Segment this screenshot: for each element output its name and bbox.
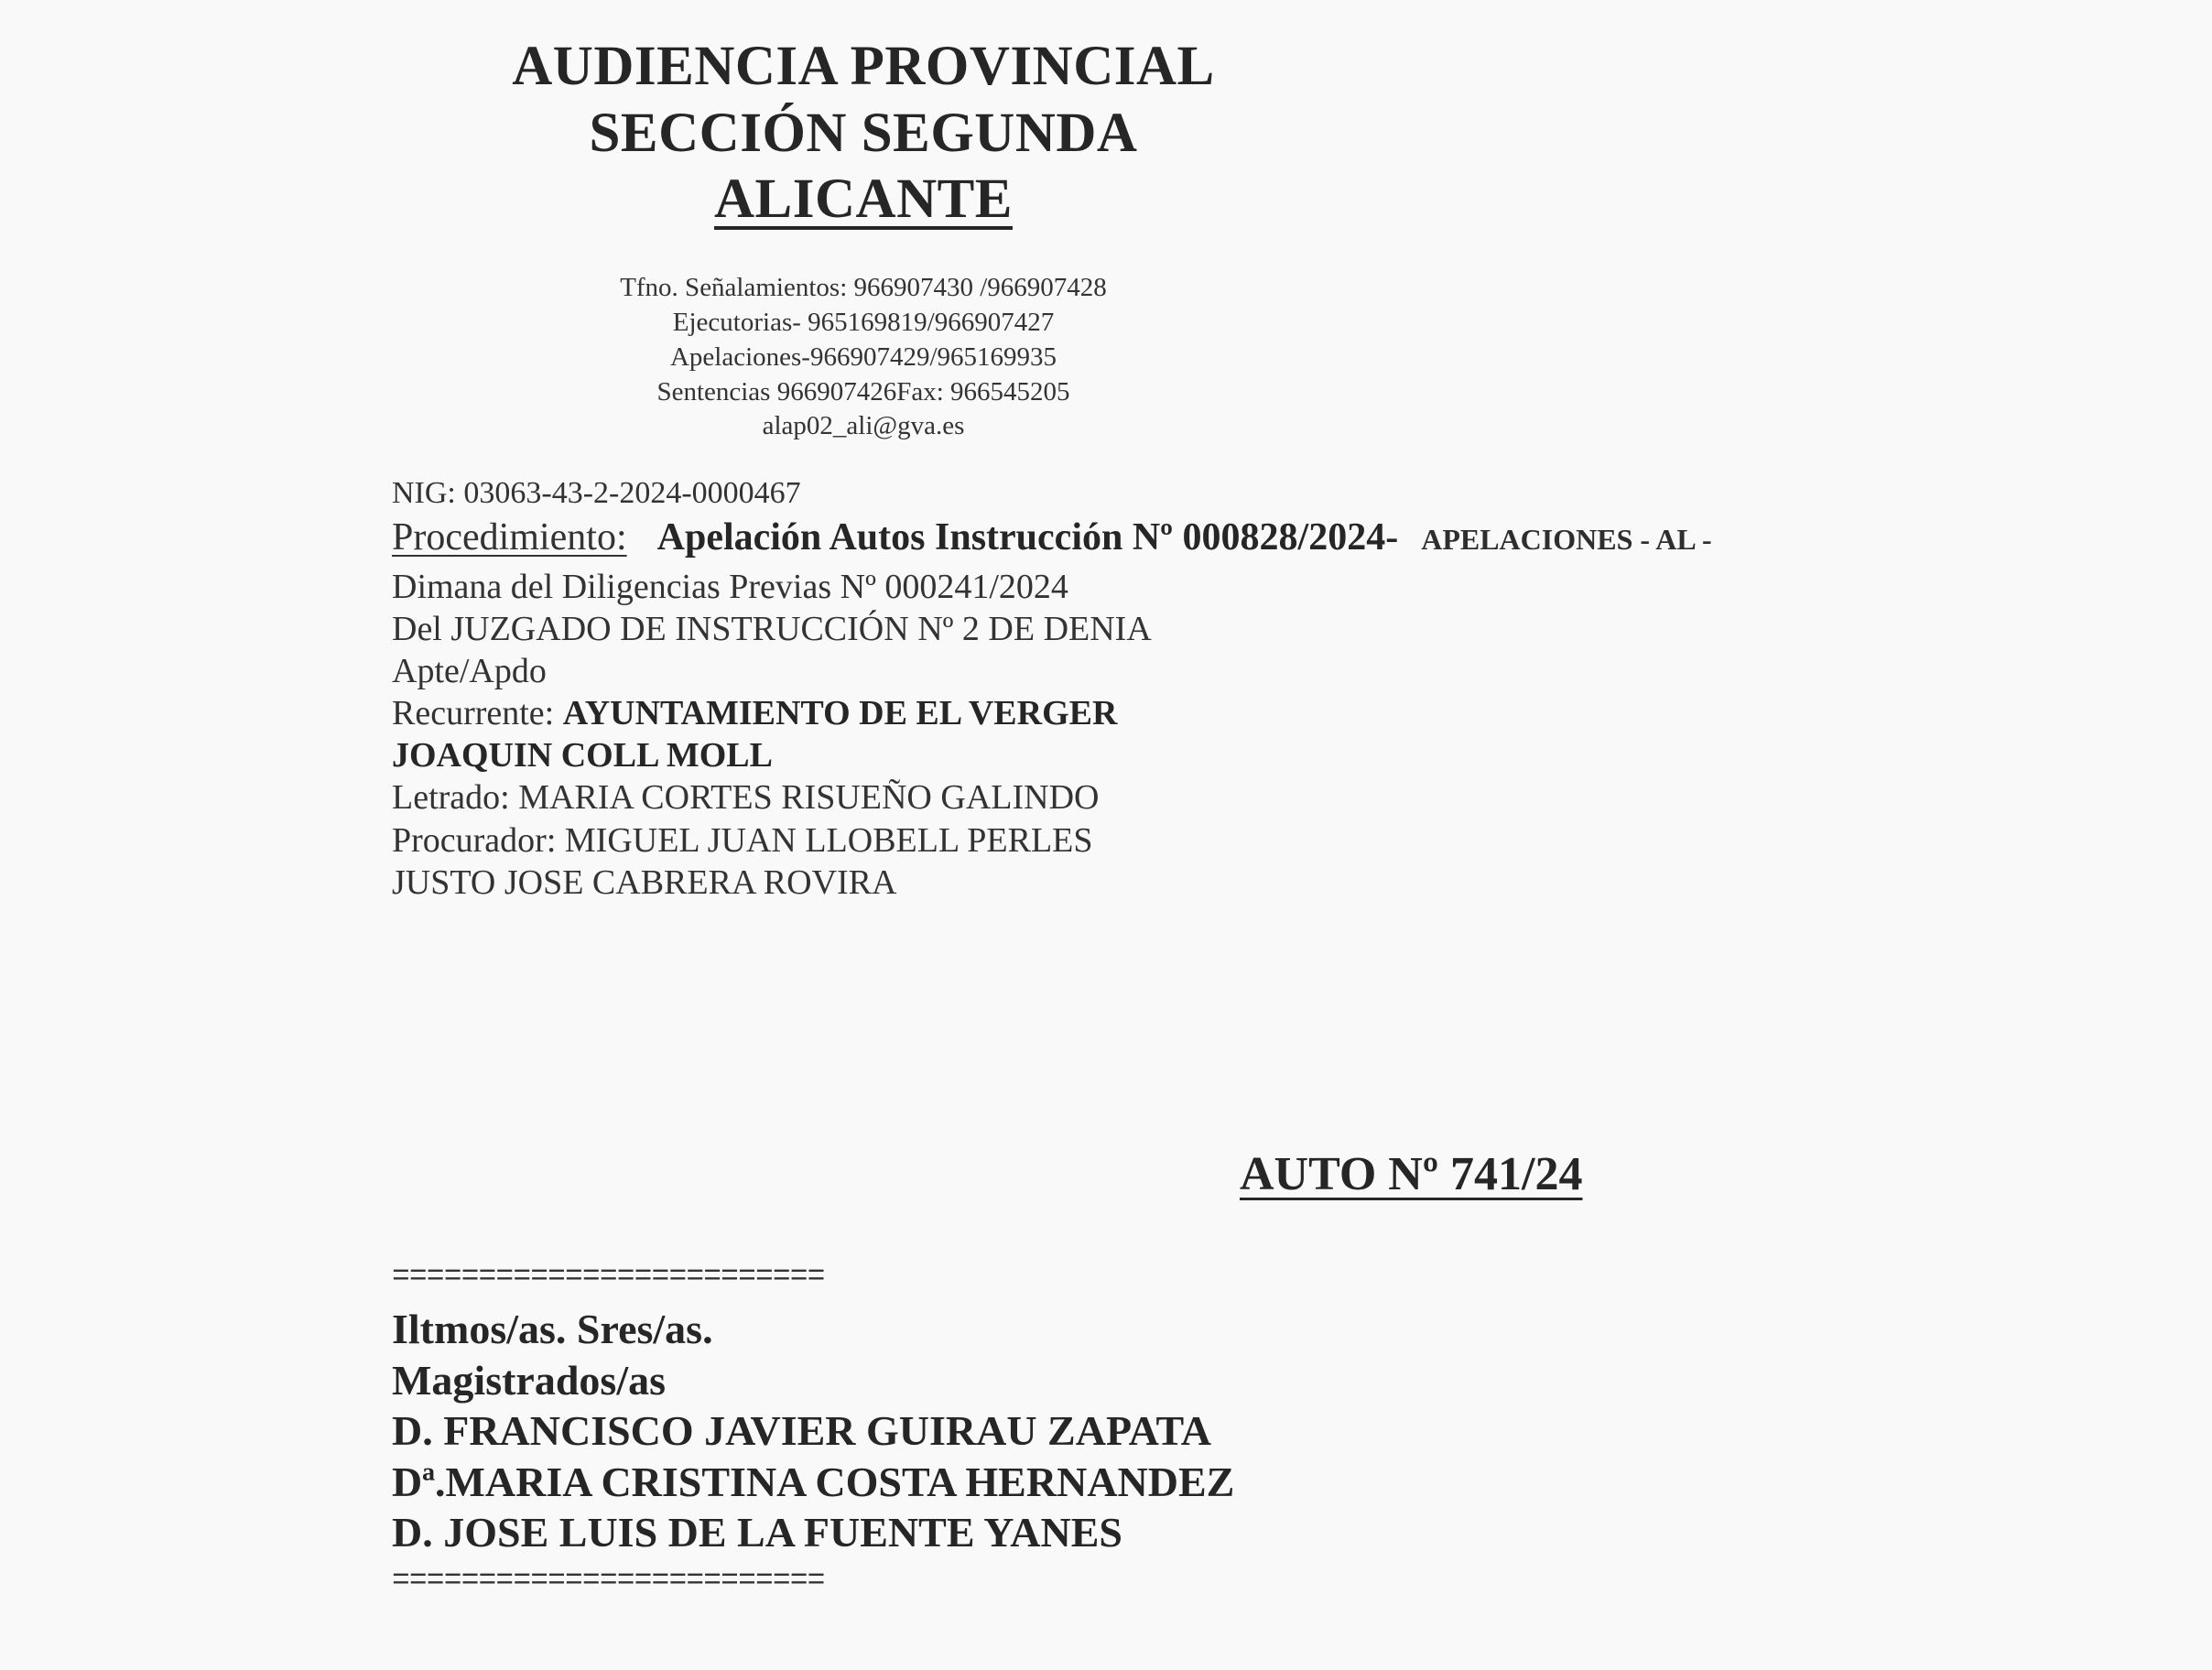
procedure-value: Apelación Autos Instrucción Nº 000828/2024-: [656, 516, 1399, 558]
judges-honorific: Iltmos/as. Sres/as.: [392, 1306, 713, 1352]
court-city: ALICANTE: [713, 168, 1013, 230]
contact-email: alap02_ali@gva.es: [762, 411, 965, 440]
appellant-name: AYUNTAMIENTO DE EL VERGER: [562, 694, 1118, 732]
judge-3: D. JOSE LUIS DE LA FUENTE YANES: [392, 1509, 1122, 1556]
procedure-extra: APELACIONES - AL -: [1421, 523, 1712, 556]
divider-top: =========================: [392, 1260, 825, 1294]
procedure-label: Procedimiento:: [392, 516, 627, 558]
case-nig: NIG: 03063-43-2-2024-0000467: [392, 476, 801, 510]
court-city-wrapper: [0, 168, 1727, 232]
case-solicitor: Procurador: MIGUEL JUAN LLOBELL PERLES: [392, 821, 1093, 860]
court-section: SECCIÓN SEGUNDA: [589, 103, 1138, 164]
contact-ejecutorias-line: Ejecutorias- 965169819/966907427: [672, 308, 1055, 337]
contact-sentencias-line: Sentencias 966907426Fax: 966545205: [656, 377, 1070, 407]
judge-1: D. FRANCISCO JAVIER GUIRAU ZAPATA: [392, 1407, 1211, 1454]
contact-phones-line: Tfno. Señalamientos: 966907430 /966907428: [620, 273, 1107, 302]
judge-2: Dª.MARIA CRISTINA COSTA HERNANDEZ: [392, 1459, 1235, 1505]
case-procedure: [392, 515, 1712, 559]
appellant-name-2: JOAQUIN COLL MOLL: [392, 736, 773, 775]
case-lawyer: Letrado: MARIA CORTES RISUEÑO GALINDO: [392, 778, 1100, 817]
judges-title: Magistrados/as: [392, 1357, 666, 1404]
appellant-label: Recurrente:: [392, 694, 555, 732]
contact-apelaciones-line: Apelaciones-966907429/965169935: [669, 342, 1057, 372]
case-solicitor-2: JUSTO JOSE CABRERA ROVIRA: [392, 863, 897, 902]
case-appellant: [392, 693, 1117, 733]
auto-title: AUTO Nº 741/24: [1240, 1148, 1583, 1200]
case-party-type: Apte/Apdo: [392, 652, 547, 690]
divider-bottom: =========================: [392, 1564, 825, 1598]
court-name: AUDIENCIA PROVINCIAL: [512, 36, 1215, 97]
case-origin: Dimana del Diligencias Previas Nº 000241/2024: [392, 568, 1068, 606]
case-origin-court: Del JUZGADO DE INSTRUCCIÓN Nº 2 DE DENIA: [392, 610, 1152, 648]
